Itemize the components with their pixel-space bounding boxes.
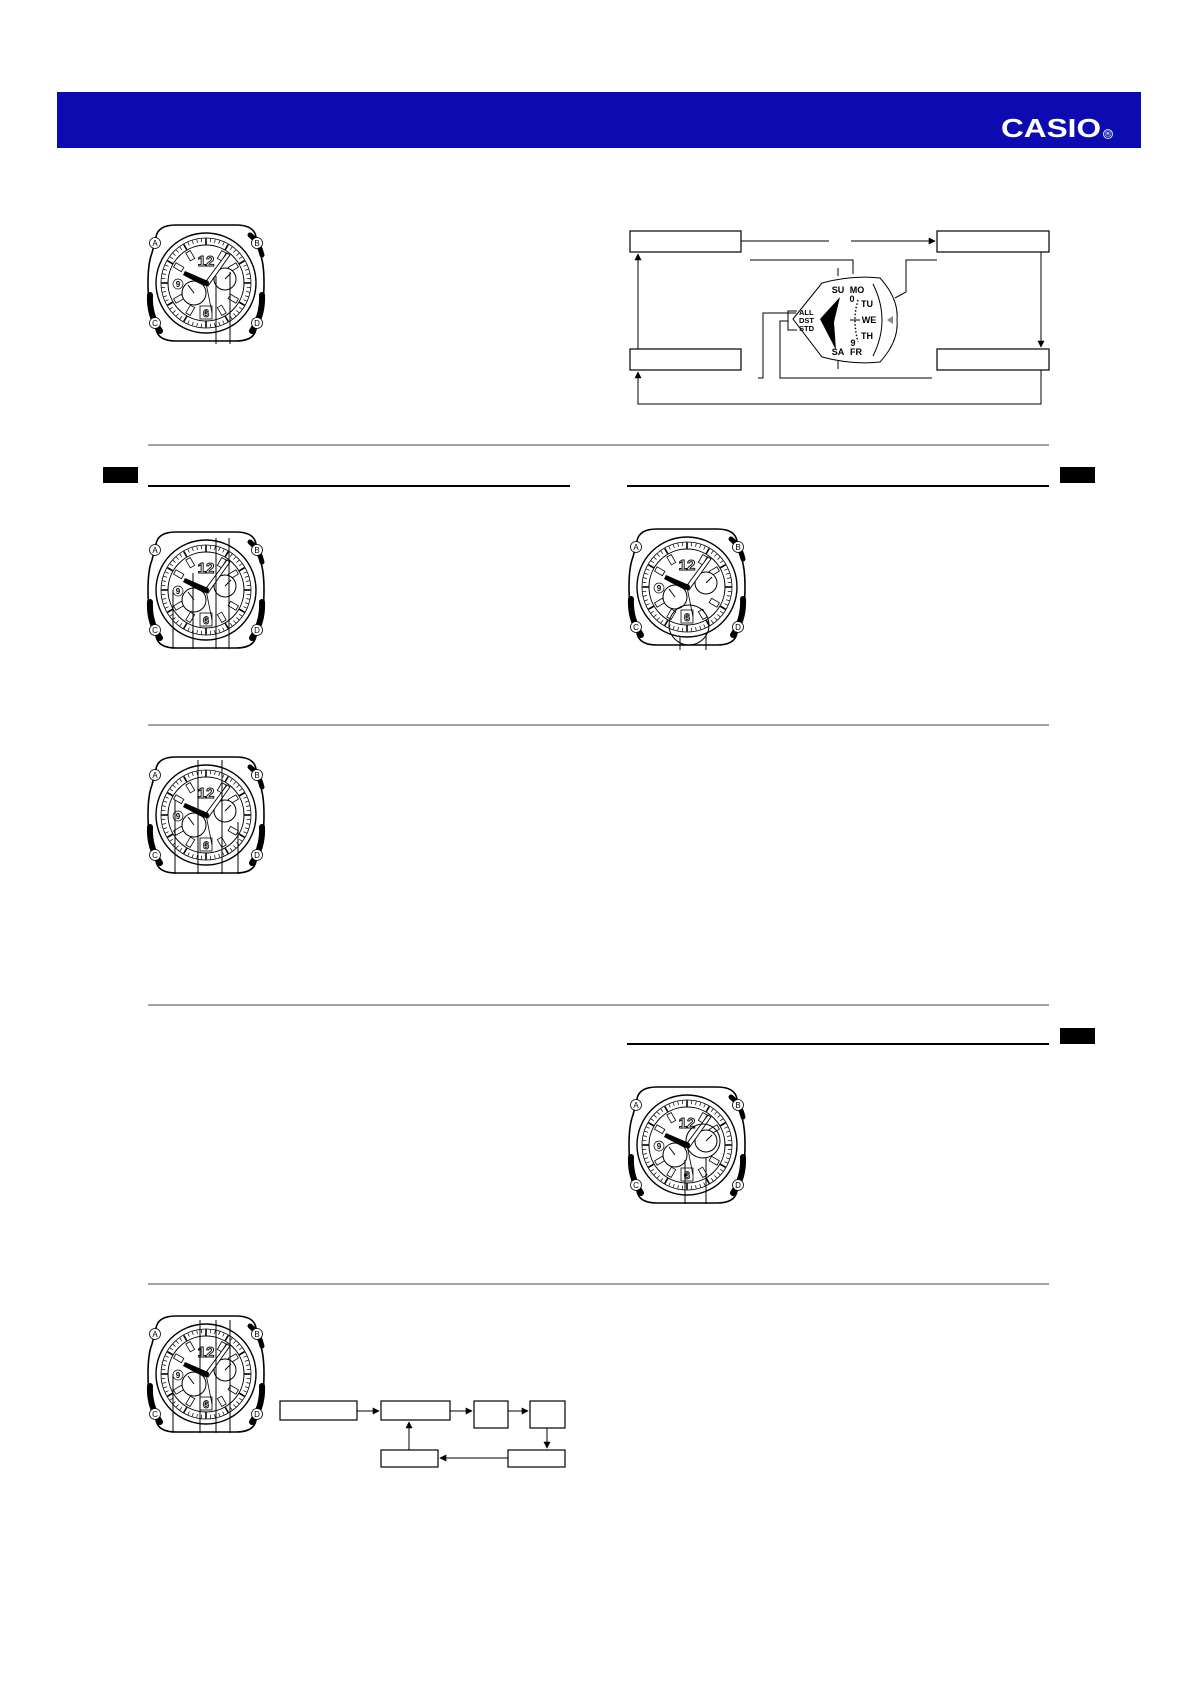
numeral-6: 6 (202, 1399, 210, 1411)
numeral-9: 9 (175, 280, 181, 289)
center-pin (203, 280, 209, 286)
button-d-label: D (254, 319, 260, 328)
button-c-label: C (152, 626, 158, 635)
numeral-6: 6 (683, 1170, 691, 1182)
page-tab-left (103, 467, 138, 483)
watch-illustration (148, 532, 264, 648)
page-tab-right (1060, 467, 1095, 483)
numeral-6: 6 (202, 615, 210, 627)
day-we: WE (861, 315, 877, 325)
diagram-box-top-left (630, 231, 741, 252)
button-d-label: D (254, 1410, 260, 1419)
mark-nine: 9 (850, 338, 856, 348)
mode-all: ALL (799, 308, 814, 317)
center-pin (684, 584, 690, 590)
numeral-6: 6 (683, 612, 691, 624)
numeral-9: 9 (656, 1142, 662, 1151)
flow-box-1 (280, 1401, 357, 1420)
day-sa: SA (831, 347, 845, 357)
numeral-12: 12 (197, 1344, 215, 1361)
numeral-9: 9 (175, 587, 181, 596)
day-tu: TU (861, 299, 873, 309)
mark-zero: 0 (849, 294, 855, 304)
numeral-6: 6 (202, 840, 210, 852)
button-a-label: A (633, 543, 639, 552)
button-c-label: C (152, 319, 158, 328)
numeral-9: 9 (175, 812, 181, 821)
header-bar (57, 92, 1141, 148)
page-tab-right-lower (1060, 1028, 1095, 1044)
registered-mark: ® (1103, 130, 1113, 140)
numeral-9: 9 (175, 1371, 181, 1380)
center-pin (203, 587, 209, 593)
header-band (57, 92, 1141, 148)
button-d-label: D (735, 623, 741, 632)
numeral-12: 12 (678, 557, 696, 574)
mode-dst: DST (799, 316, 814, 325)
button-a-label: A (152, 239, 158, 248)
center-pin (203, 1371, 209, 1377)
button-b-label: B (254, 1330, 260, 1339)
button-a-label: A (152, 1330, 158, 1339)
watch-illustration (148, 1316, 264, 1432)
numeral-9: 9 (656, 584, 662, 593)
button-b-label: B (254, 239, 260, 248)
numeral-12: 12 (197, 785, 215, 802)
watch-illustration (629, 529, 745, 645)
flow-box-4 (530, 1401, 565, 1428)
watch-illustration (148, 225, 264, 341)
numeral-12: 12 (197, 560, 215, 577)
button-b-label: B (254, 546, 260, 555)
button-a-label: A (152, 771, 158, 780)
button-b-label: B (735, 543, 741, 552)
numeral-12: 12 (197, 253, 215, 270)
button-c-label: C (152, 851, 158, 860)
button-b-label: B (254, 771, 260, 780)
flow-box-6 (508, 1450, 565, 1467)
button-a-label: A (633, 1101, 639, 1110)
casio-logo: CASIO (1001, 113, 1101, 143)
diagram-box-bottom-right (937, 349, 1049, 370)
button-c-label: C (152, 1410, 158, 1419)
mode-std: STD (799, 324, 814, 333)
numeral-12: 12 (678, 1115, 696, 1132)
button-c-label: C (633, 1181, 639, 1190)
flow-box-2 (381, 1401, 450, 1420)
diagram-box-bottom-left (630, 349, 741, 370)
day-th: TH (861, 331, 873, 341)
flow-box-3 (474, 1401, 508, 1428)
watch-illustration (148, 757, 264, 873)
center-pin (203, 812, 209, 818)
button-d-label: D (254, 626, 260, 635)
button-d-label: D (254, 851, 260, 860)
button-c-label: C (633, 623, 639, 632)
watch-illustration (629, 1087, 745, 1203)
day-su: SU (831, 285, 845, 295)
button-b-label: B (735, 1101, 741, 1110)
button-d-label: D (735, 1181, 741, 1190)
numeral-6: 6 (202, 308, 210, 320)
day-fr: FR (850, 347, 862, 357)
day-mo: MO (849, 285, 865, 295)
flow-box-5 (381, 1450, 438, 1467)
button-a-label: A (152, 546, 158, 555)
diagram-box-top-right (937, 231, 1049, 252)
